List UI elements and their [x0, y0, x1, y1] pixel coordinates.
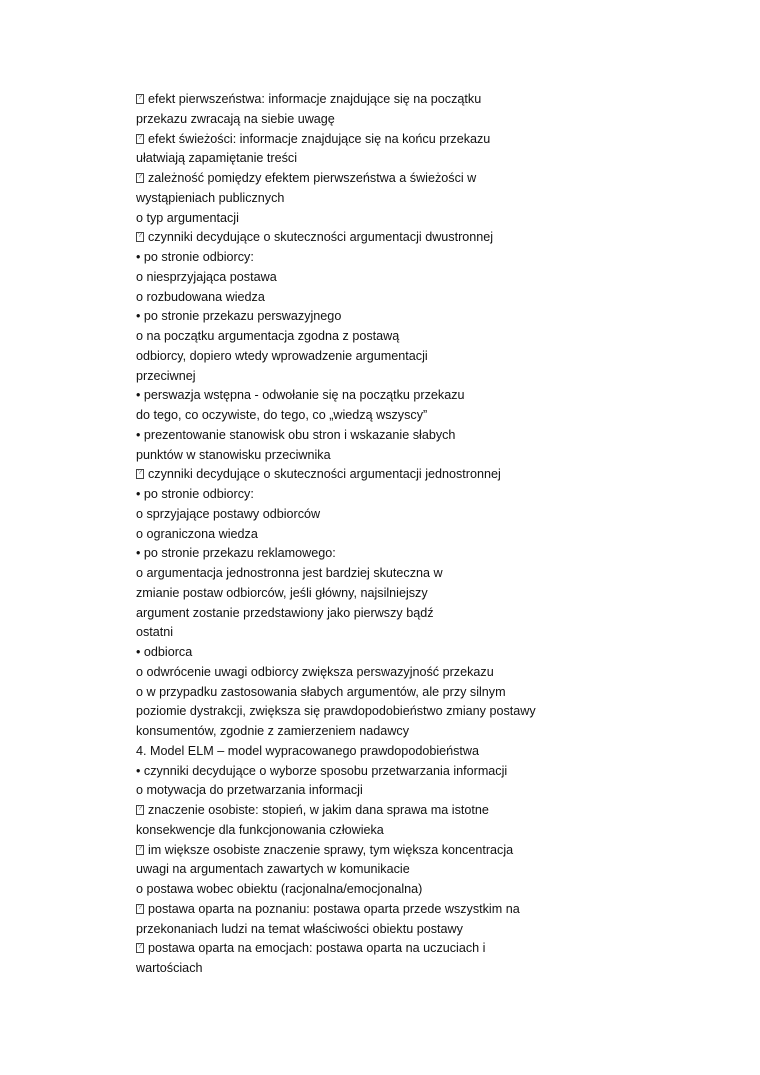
missing-glyph-icon — [136, 904, 144, 914]
line-text: o motywacja do przetwarzania informacji — [136, 783, 363, 798]
line-text: efekt świeżości: informacje znajdujące się na końcu przekazu — [148, 131, 491, 146]
line-text: ostatni — [136, 625, 174, 640]
text-line — [136, 307, 736, 327]
line-text: wystąpieniach publicznych — [136, 190, 285, 205]
line-text: uwagi na argumentach zawartych w komunikacie — [136, 862, 410, 877]
line-text: znaczenie osobiste: stopień, w jakim dana sprawa ma istotne — [148, 803, 489, 817]
text-line — [136, 900, 736, 920]
text-line — [136, 920, 736, 940]
text-line — [136, 209, 736, 229]
text-line — [136, 564, 736, 584]
text-line — [136, 90, 736, 110]
line-text: • po stronie odbiorcy: — [136, 487, 254, 501]
line-text: wartościach — [136, 961, 203, 975]
text-line — [136, 880, 736, 900]
line-text: poziomie dystrakcji, zwiększa się prawdopodobieństwo zmiany postawy — [136, 704, 536, 719]
line-text: o w przypadku zastosowania słabych argumentów, ale przy silnym — [136, 684, 506, 699]
text-line — [136, 268, 736, 288]
line-text: o typ argumentacji — [136, 210, 239, 225]
text-line — [136, 544, 736, 564]
line-text: • po stronie przekazu reklamowego: — [136, 546, 336, 561]
missing-glyph-icon — [136, 173, 144, 183]
text-line — [136, 742, 736, 762]
missing-glyph-icon — [136, 805, 144, 815]
line-text: o rozbudowana wiedza — [136, 289, 265, 304]
text-line — [136, 130, 736, 150]
text-line — [136, 465, 736, 485]
line-text: • perswazja wstępna - odwołanie się na początku przekazu — [136, 388, 465, 403]
text-line — [136, 683, 736, 703]
line-text: argument zostanie przedstawiony jako pierwszy bądź — [136, 605, 434, 620]
text-line — [136, 288, 736, 308]
line-text: o sprzyjające postawy odbiorców — [136, 506, 321, 521]
line-text: konsekwencje dla funkcjonowania człowieka — [136, 822, 384, 837]
text-line — [136, 722, 736, 742]
missing-glyph-icon — [136, 94, 144, 104]
line-text: postawa oparta na emocjach: postawa oparta na uczuciach i — [148, 941, 486, 956]
line-text: przekonaniach ludzi na temat właściwości obiektu postawy — [136, 921, 463, 936]
missing-glyph-icon — [136, 845, 144, 855]
text-line — [136, 110, 736, 130]
text-line — [136, 584, 736, 604]
line-text: zależność pomiędzy efektem pierwszeństwa a świeżości w — [148, 171, 477, 185]
text-line — [136, 860, 736, 880]
line-text: o ograniczona wiedza — [136, 526, 258, 541]
text-line — [136, 821, 736, 841]
text-line — [136, 525, 736, 545]
text-line — [136, 446, 736, 466]
text-line — [136, 386, 736, 406]
line-text: do tego, co oczywiste, do tego, co „wiedzą wszyscy” — [136, 408, 428, 422]
text-line — [136, 248, 736, 268]
text-line — [136, 762, 736, 782]
line-text: ułatwiają zapamiętanie treści — [136, 151, 298, 166]
line-text: o postawa wobec obiektu (racjonalna/emocjonalna) — [136, 882, 423, 896]
text-line — [136, 485, 736, 505]
line-text: o niesprzyjająca postawa — [136, 269, 277, 284]
line-text: 4. Model ELM – model wypracowanego prawdopodobieństwa — [136, 743, 480, 758]
line-text: o odwrócenie uwagi odbiorcy zwiększa perswazyjność przekazu — [136, 664, 494, 679]
text-line — [136, 327, 736, 347]
line-text: • odbiorca — [136, 645, 193, 659]
line-text: odbiorcy, dopiero wtedy wprowadzenie argumentacji — [136, 348, 428, 363]
line-text: zmianie postaw odbiorców, jeśli główny, najsilniejszy — [136, 585, 428, 600]
line-text: postawa oparta na poznaniu: postawa oparta przede wszystkim na — [148, 901, 520, 916]
text-line — [136, 959, 736, 979]
text-line — [136, 189, 736, 209]
text-line — [136, 604, 736, 624]
text-line — [136, 367, 736, 387]
text-line — [136, 228, 736, 248]
text-line — [136, 347, 736, 367]
missing-glyph-icon — [136, 134, 144, 144]
text-line — [136, 426, 736, 446]
text-line — [136, 406, 736, 426]
line-text: przekazu zwracają na siebie uwagę — [136, 111, 335, 126]
document-body-text — [136, 90, 736, 979]
text-line — [136, 801, 736, 821]
missing-glyph-icon — [136, 943, 144, 953]
text-line — [136, 149, 736, 169]
line-text: przeciwnej — [136, 368, 196, 383]
line-text: o argumentacja jednostronna jest bardziej skuteczna w — [136, 566, 443, 580]
text-line — [136, 169, 736, 189]
text-line — [136, 702, 736, 722]
line-text: o na początku argumentacja zgodna z postawą — [136, 329, 400, 343]
line-text: im większe osobiste znaczenie sprawy, tym większa koncentracja — [148, 842, 514, 857]
text-line — [136, 505, 736, 525]
text-line — [136, 939, 736, 959]
text-line — [136, 781, 736, 801]
line-text: • prezentowanie stanowisk obu stron i wskazanie słabych — [136, 427, 456, 442]
line-text: efekt pierwszeństwa: informacje znajdujące się na początku — [148, 92, 482, 106]
line-text: czynniki decydujące o skuteczności argumentacji dwustronnej — [148, 230, 494, 245]
missing-glyph-icon — [136, 469, 144, 479]
text-line — [136, 663, 736, 683]
missing-glyph-icon — [136, 232, 144, 242]
text-line — [136, 623, 736, 643]
line-text: • po stronie przekazu perswazyjnego — [136, 309, 342, 324]
text-line — [136, 841, 736, 861]
line-text: • po stronie odbiorcy: — [136, 250, 254, 264]
text-line — [136, 643, 736, 663]
line-text: konsumentów, zgodnie z zamierzeniem nadawcy — [136, 724, 410, 738]
line-text: punktów w stanowisku przeciwnika — [136, 447, 331, 462]
line-text: czynniki decydujące o skuteczności argumentacji jednostronnej — [148, 467, 501, 482]
line-text: • czynniki decydujące o wyborze sposobu przetwarzania informacji — [136, 763, 508, 778]
